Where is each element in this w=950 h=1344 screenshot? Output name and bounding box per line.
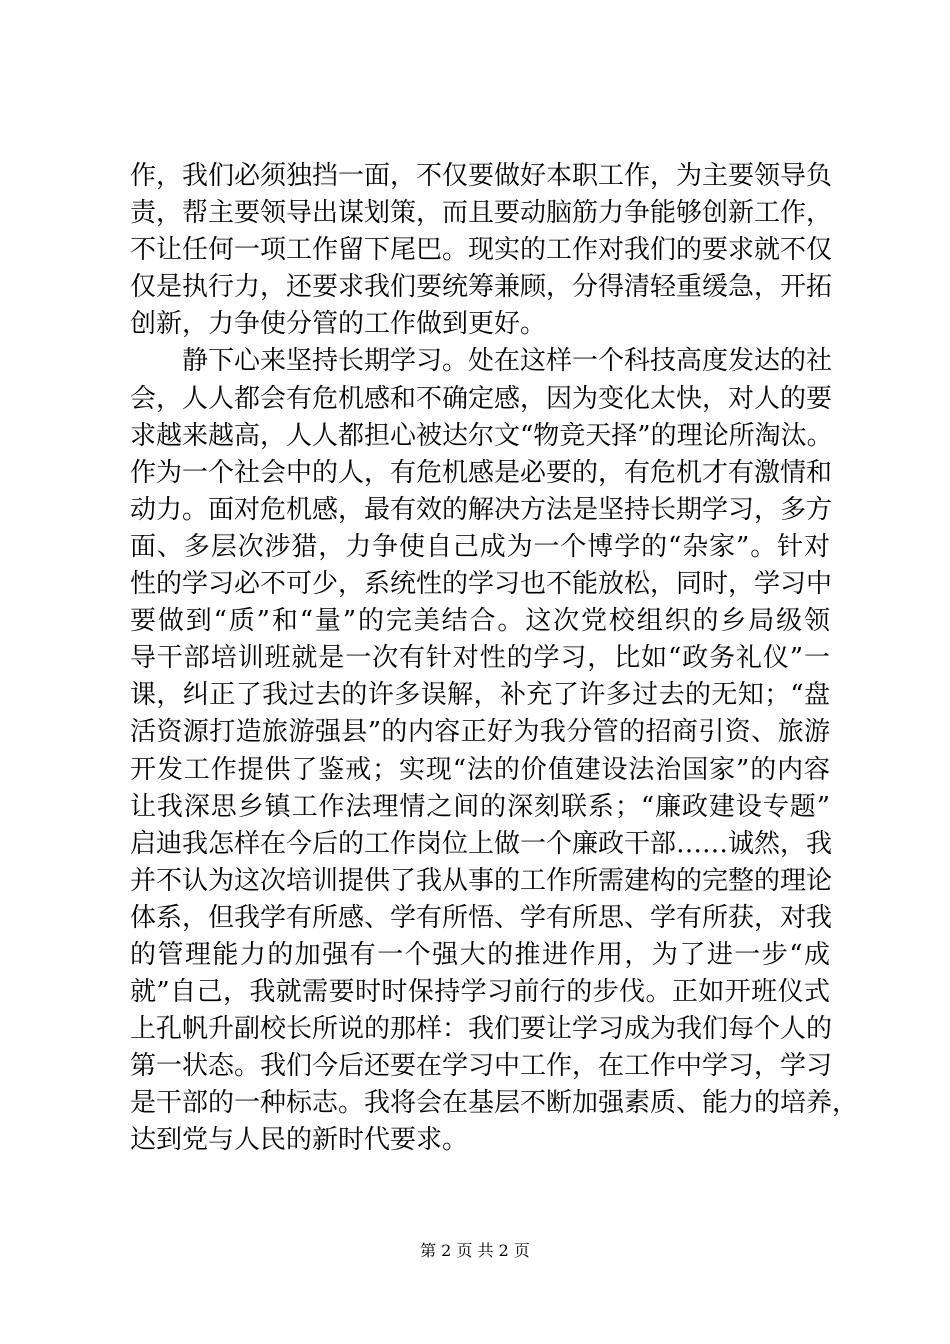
page-footer: 第 2 页 共 2 页 (420, 1241, 530, 1260)
text-line: 上孔帆升副校长所说的那样：我们要让学习成为我们每个人的 (130, 1014, 833, 1045)
text-line: 导干部培训班就是一次有针对性的学习，比如“政务礼仪”一 (130, 643, 830, 674)
text-line: 开发工作提供了鉴戒；实现“法的价值建设法治国家”的内容 (130, 754, 830, 785)
text-line: 性的学习必不可少，系统性的学习也不能放松，同时，学习中 (130, 569, 833, 600)
text-line: 动力。面对危机感，最有效的解决方法是坚持长期学习，多方 (130, 494, 833, 525)
text-line: 活资源打造旅游强县”的内容正好为我分管的招商引资、旅游 (130, 717, 830, 748)
text-line: 作为一个社会中的人，有危机感是必要的，有危机才有激情和 (130, 457, 833, 488)
text-line: 责，帮主要领导出谋划策，而且要动脑筋力争能够创新工作， (130, 198, 833, 229)
document-body (130, 158, 859, 1160)
text-line: 不让任何一项工作留下尾巴。现实的工作对我们的要求就不仅 (130, 235, 833, 266)
text-line: 并不认为这次培训提供了我从事的工作所需建构的完整的理论 (130, 865, 833, 896)
text-line: 让我深思乡镇工作法理情之间的深刻联系；“廉政建设专题” (130, 791, 830, 822)
text-line: 求越来越高，人人都担心被达尔文“物竞天择”的理论所淘汰。 (130, 420, 833, 451)
text-line: 创新，力争使分管的工作做到更好。 (130, 309, 547, 340)
text-line: 面、多层次涉猎，力争使自己成为一个博学的“杂家”。针对 (130, 531, 830, 562)
text-line: 启迪我怎样在今后的工作岗位上做一个廉政干部……诚然，我 (130, 828, 833, 859)
text-line: 静下心来坚持长期学习。处在这样一个科技高度发达的社 (182, 346, 833, 377)
text-line: 会，人人都会有危机感和不确定感，因为变化太快，对人的要 (130, 383, 833, 414)
text-line: 达到党与人民的新时代要求。 (130, 1125, 469, 1156)
text-line: 是干部的一种标志。我将会在基层不断加强素质、能力的培养， (130, 1088, 859, 1119)
text-line: 要做到“质”和“量”的完美结合。这次党校组织的乡局级领 (130, 606, 830, 637)
text-line: 作，我们必须独挡一面，不仅要做好本职工作，为主要领导负 (130, 161, 833, 191)
text-line: 第一状态。我们今后还要在学习中工作，在工作中学习，学习 (130, 1051, 833, 1082)
text-line: 课，纠正了我过去的许多误解，补充了许多过去的无知；“盘 (130, 680, 830, 711)
text-line: 就”自己，我就需要时时保持学习前行的步伐。正如开班仪式 (130, 977, 830, 1008)
text-line: 仅是执行力，还要求我们要统筹兼顾，分得清轻重缓急，开拓 (130, 272, 833, 303)
text-line: 的管理能力的加强有一个强大的推进作用，为了进一步“成 (130, 939, 830, 970)
text-line: 体系，但我学有所感、学有所悟、学有所思、学有所获，对我 (130, 902, 833, 933)
